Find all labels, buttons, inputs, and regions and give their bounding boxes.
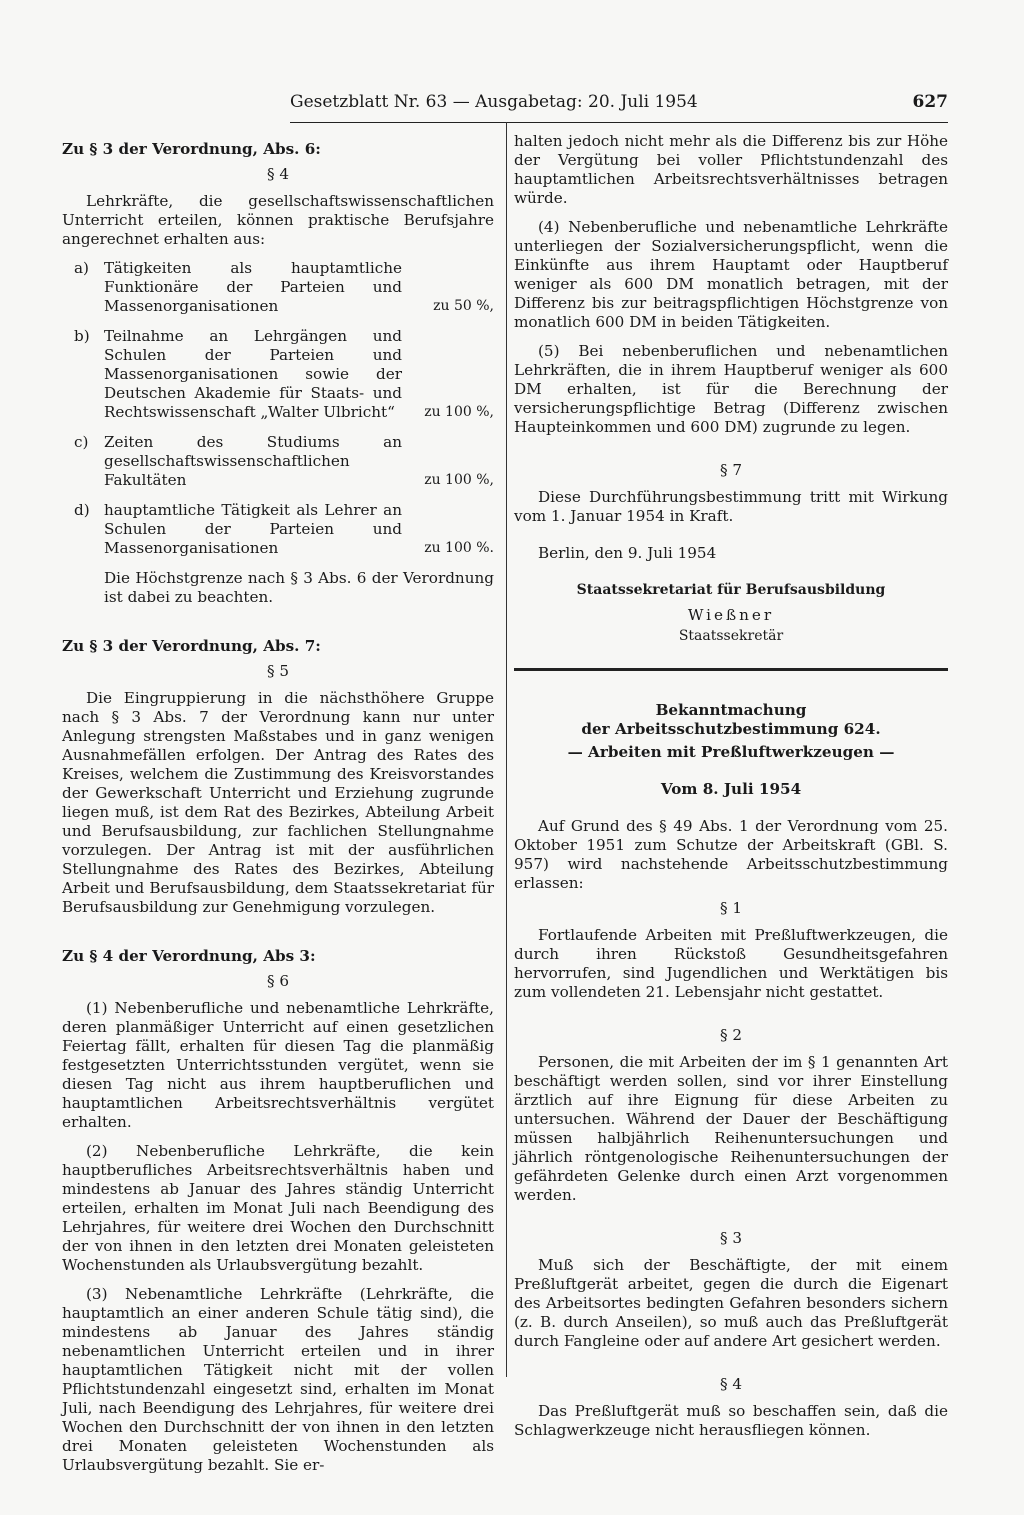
- paragraph-text: Auf Grund des § 49 Abs. 1 der Verordnung vom 25. Oktober 1951 zum Schutze der Arbeitskraft (GBl. S. 957) wird nachstehende Arbeitsschutzbestimmung erlassen:: [514, 817, 948, 892]
- paragraph-text: Die Eingruppierung in die nächsthöhere Gruppe nach § 3 Abs. 7 der Verordnung kann nur unter Anlegung strengsten Maßstabes und in ganz wenigen Ausnahmefällen erfolgen. Der Antrag des Rates des Kreises, welchem die Zustimmung des Kreisvorstandes der Gewerkschaft Unterricht und Erziehung zugrunde liegen muß, ist dem Rat des Bezirkes, Abteilung Arbeit und Berufsausbildung, zur fachlichen Stellungnahme vorzulegen. Der Antrag ist mit der ausführlichen Stellungnahme des Rates des Bezirkes, Abteilung Arbeit und Berufsausbildung, dem Staatssekretariat für Berufsausbildung zur Genehmigung vorzulegen.: [62, 689, 494, 916]
- gazette-title: Gesetzblatt Nr. 63 — Ausgabetag: 20. Juli 1954: [290, 92, 698, 112]
- paragraph-number: § 4: [719, 1375, 743, 1393]
- notice-title: der Arbeitsschutzbestimmung 624.: [581, 720, 881, 738]
- right-column: [514, 132, 948, 1440]
- item-text: Zeiten des Studiums an gesellschaftswissenschaftlichen Fakultäten: [104, 433, 402, 489]
- section-heading: Zu § 4 der Verordnung, Abs 3:: [62, 947, 316, 965]
- item-label: b): [74, 327, 90, 345]
- item-text: hauptamtliche Tätigkeit als Lehrer an Schulen der Parteien und Massenorganisationen: [104, 501, 402, 557]
- list-item: [62, 327, 494, 422]
- section-separator: [514, 668, 948, 671]
- paragraph-text: halten jedoch nicht mehr als die Differenz bis zur Höhe der Vergütung bei voller Pflichtstundenzahl des hauptamtlichen Arbeitsrechtsverhältnisses betragen würde.: [514, 132, 948, 207]
- page-number: 627: [912, 92, 948, 112]
- paragraph-number: § 7: [719, 461, 743, 479]
- item-label: d): [74, 501, 90, 519]
- notice-date: Vom 8. Juli 1954: [660, 780, 802, 798]
- paragraph-text: (4) Nebenberufliche und nebenamtliche Lehrkräfte unterliegen der Sozialversicherungspflicht, wenn die Einkünfte aus ihrem Hauptamt oder Hauptberuf weniger als 600 DM monatlich betragen, mit der Differenz bis zur beitragspflichtigen Höchstgrenze von monatlich 600 DM in beiden Tätigkeiten.: [514, 218, 948, 331]
- paragraph-number: § 2: [719, 1026, 743, 1044]
- paragraph-number: § 5: [266, 662, 290, 680]
- paragraph-note: Die Höchstgrenze nach § 3 Abs. 6 der Verordnung ist dabei zu beachten.: [104, 569, 494, 606]
- page-header: [290, 88, 948, 123]
- paragraph-number: § 6: [266, 972, 290, 990]
- place-date: Berlin, den 9. Juli 1954: [538, 544, 717, 562]
- item-text: Tätigkeiten als hauptamtliche Funktionäre der Parteien und Massenorganisationen: [104, 259, 402, 315]
- item-percentage: zu 50 %,: [433, 298, 494, 314]
- item-percentage: zu 100 %.: [424, 540, 494, 556]
- paragraph-text: Das Preßluftgerät muß so beschaffen sein, daß die Schlagwerkzeuge nicht herausfliegen können.: [514, 1402, 948, 1439]
- paragraph-number: § 1: [719, 899, 743, 917]
- notice-subtitle: — Arbeiten mit Preßluftwerkzeugen —: [567, 743, 895, 761]
- item-percentage: zu 100 %,: [424, 404, 494, 420]
- paragraph-text: (5) Bei nebenberuflichen und nebenamtlichen Lehrkräften, die in ihrem Hauptberuf weniger als 600 DM erhalten, ist für die Berechnung der versicherungspflichtige Betrag (Differenz zwischen Haupteinkommen und 600 DM) zugrunde zu legen.: [514, 342, 948, 436]
- authority-name: Staatssekretariat für Berufsausbildung: [576, 582, 886, 598]
- item-label: c): [74, 433, 89, 451]
- paragraph-text: (1) Nebenberufliche und nebenamtliche Lehrkräfte, deren planmäßiger Unterricht auf einen gesetzlichen Feiertag fällt, erhalten für diesen Tag die planmäßig festgesetzten Unterrichtsstunden vergütet, wenn sie diesen Tag nicht aus ihrem hauptberuflichen und hauptamtlichen Arbeitsrechtsverhältnis vergütet erhalten.: [62, 999, 494, 1131]
- list-item: [62, 433, 494, 490]
- signer-title: Staatssekretär: [678, 628, 784, 644]
- list-item: [62, 259, 494, 316]
- list-item: [62, 501, 494, 558]
- section-heading: Zu § 3 der Verordnung, Abs. 6:: [62, 140, 321, 158]
- section-heading: Zu § 3 der Verordnung, Abs. 7:: [62, 637, 321, 655]
- paragraph-text: Fortlaufende Arbeiten mit Preßluftwerkzeugen, die durch ihren Rückstoß Gesundheitsgefahren hervorrufen, sind Jugendlichen und Werktätigen bis zum vollendeten 21. Lebensjahr nicht gestattet.: [514, 926, 948, 1001]
- signer-name: Wießner: [687, 606, 775, 624]
- left-column: [62, 140, 494, 1475]
- paragraph-number: § 4: [266, 165, 290, 183]
- item-label: a): [74, 259, 89, 277]
- notice-title: Bekanntmachung: [655, 701, 807, 719]
- paragraph-text: (3) Nebenamtliche Lehrkräfte (Lehrkräfte, die hauptamtlich an einer anderen Schule tätig sind), die mindestens ab Januar des Jahres ständig nebenamtlichen Unterricht erteilen und in ihrer hauptamtlichen Tätigkeit nicht mit der vollen Pflichtstundenzahl eingesetzt sind, erhalten im Monat Juli, nach Beendigung des Lehrjahres, für weitere drei Wochen den Durchschnitt der von ihnen in den letzten drei Monaten geleisteten Wochenstunden als Urlaubsvergütung bezahlt. Sie er-: [62, 1285, 494, 1474]
- paragraph-text: Muß sich der Beschäftigte, der mit einem Preßluftgerät arbeitet, gegen die durch die Eigenart des Arbeitsortes bedingten Gefahren besonders sichern (z. B. durch Anseilen), so muß auch das Preßluftgerät durch Fangleine oder auf andere Art gesichert werden.: [514, 1256, 948, 1350]
- column-divider: [506, 122, 507, 1377]
- paragraph-text: Lehrkräfte, die gesellschaftswissenschaftlichen Unterricht erteilen, können praktische Berufsjahre angerechnet erhalten aus:: [62, 192, 494, 248]
- item-text: Teilnahme an Lehrgängen und Schulen der Parteien und Massenorganisationen sowie der Deutschen Akademie für Staats- und Rechtswissenschaft „Walter Ulbricht“: [104, 327, 402, 421]
- paragraph-text: Personen, die mit Arbeiten der im § 1 genannten Art beschäftigt werden sollen, sind vor ihrer Einstellung ärztlich auf ihre Eignung für diese Arbeiten zu untersuchen. Während der Dauer der Beschäftigung müssen halbjährlich Reihenuntersuchungen und jährlich röntgenologische Reihenuntersuchungen der gefährdeten Gelenke durch einen Arzt vorgenommen werden.: [514, 1053, 948, 1204]
- item-percentage: zu 100 %,: [424, 472, 494, 488]
- paragraph-text: (2) Nebenberufliche Lehrkräfte, die kein hauptberufliches Arbeitsrechtsverhältnis haben und mindestens ab Januar des Jahres ständig Unterricht erteilen, erhalten im Monat Juli nach Beendigung des Lehrjahres, für weitere drei Wochen den Durchschnitt der von ihnen in den letzten drei Monaten geleisteten Wochenstunden als Urlaubsvergütung bezahlt.: [62, 1142, 494, 1274]
- paragraph-text: Diese Durchführungsbestimmung tritt mit Wirkung vom 1. Januar 1954 in Kraft.: [514, 488, 948, 525]
- paragraph-number: § 3: [719, 1229, 743, 1247]
